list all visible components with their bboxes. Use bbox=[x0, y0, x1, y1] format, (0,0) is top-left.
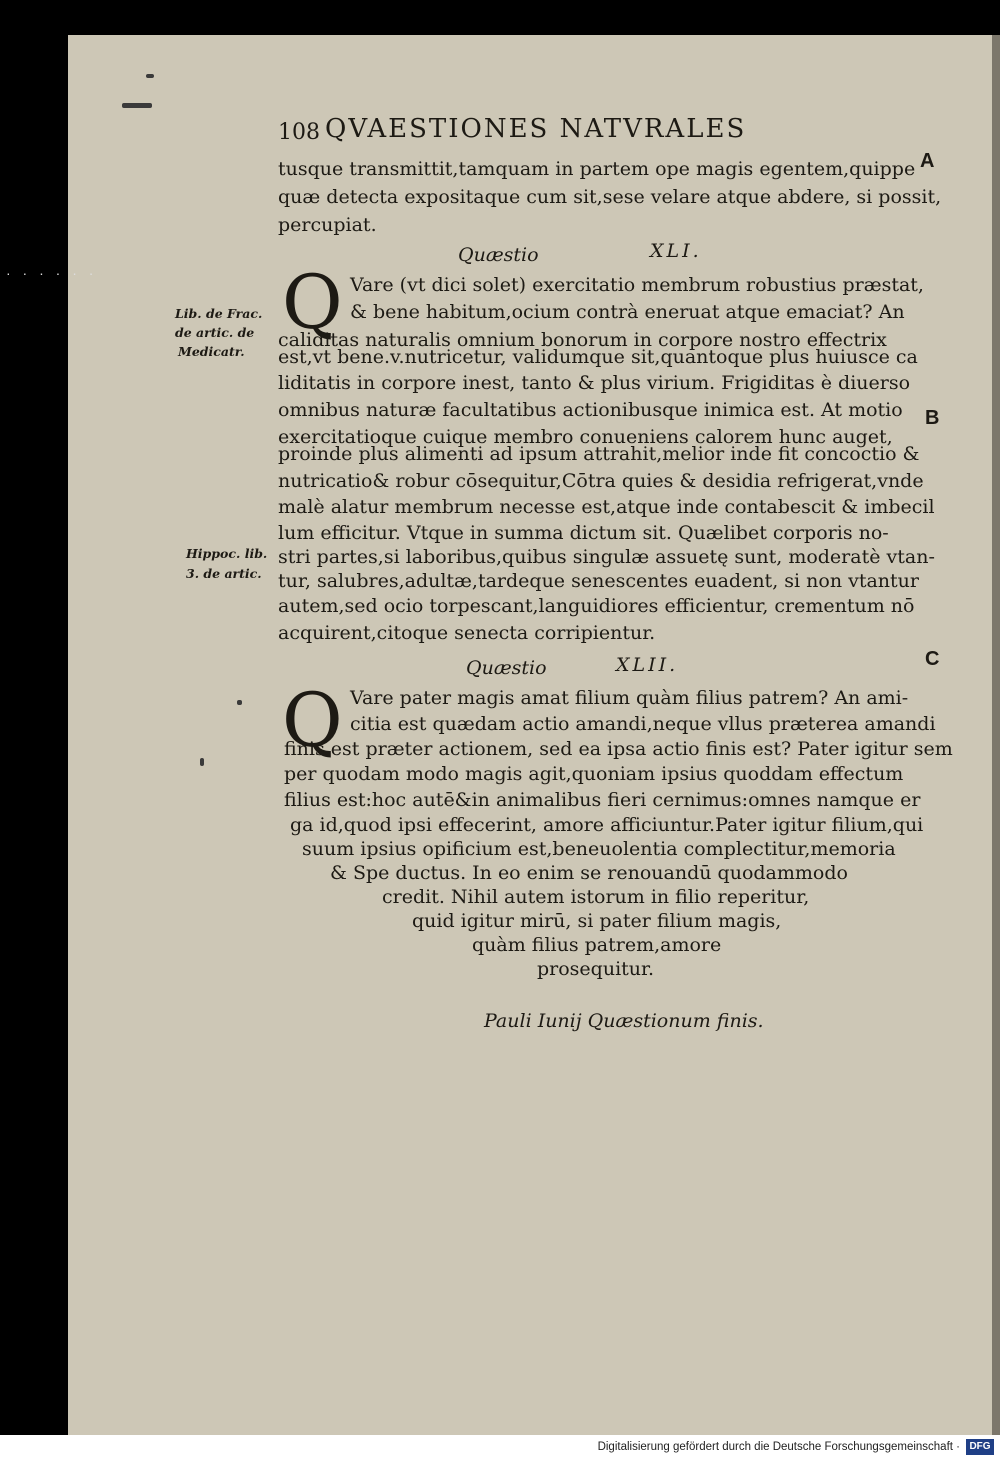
page-number: 108 bbox=[278, 120, 320, 145]
question-heading-number: XLI. bbox=[650, 240, 702, 262]
text-line: quæ detecta expositaque cum sit,sese velare atque abdere, si possit, bbox=[278, 186, 942, 208]
text-line: quid igitur mirū, si pater filium magis, bbox=[412, 910, 782, 932]
text-line: quàm filius patrem,amore bbox=[472, 934, 722, 956]
margin-note-line: de artic. de bbox=[175, 325, 255, 340]
text-line: finis est præter actionem, sed ea ipsa actio finis est? Pater igitur sem bbox=[284, 738, 953, 760]
text-line: suum ipsius opificium est,beneuolentia complectitur,memoria bbox=[302, 838, 896, 860]
section-letter-a: A bbox=[920, 150, 935, 172]
text-line: & bene habitum,ocium contrà eneruat atque emaciat? An bbox=[350, 301, 905, 323]
text-line: acquirent,citoque senecta corripientur. bbox=[278, 622, 656, 644]
text-line: stri partes,si laboribus,quibus singulæ assuetę sunt, moderatè vtan- bbox=[278, 546, 935, 568]
text-line: prosequitur. bbox=[537, 958, 655, 980]
question-heading-number: XLII. bbox=[616, 654, 679, 676]
text-line: caliditas naturalis omnium bonorum in corpore nostro effectrix bbox=[278, 329, 887, 351]
text-line: liditatis in corpore inest, tanto & plus virium. Frigiditas è diuerso bbox=[278, 372, 911, 394]
page-edge bbox=[992, 35, 1000, 1435]
section-letter-b: B bbox=[925, 407, 940, 429]
question-heading-word: Quæstio bbox=[466, 657, 547, 679]
text-line: ga id,quod ipsi effecerint, amore afficiuntur.Pater igitur filium,qui bbox=[290, 814, 924, 836]
text-line: omnibus naturæ facultatibus actionibusque inimica est. At motio bbox=[278, 399, 903, 421]
margin-note-line: Hippoc. lib. bbox=[186, 546, 268, 561]
ink-speck bbox=[237, 700, 242, 705]
text-line: exercitatioque cuique membro conueniens calorem hunc auget, bbox=[278, 426, 893, 448]
text-line: citia est quædam actio amandi,neque vllus præterea amandi bbox=[350, 713, 936, 735]
margin-note-line: Medicatr. bbox=[178, 344, 245, 359]
text-line: percupiat. bbox=[278, 214, 377, 236]
ink-speck bbox=[146, 74, 154, 78]
ink-speck bbox=[122, 103, 152, 108]
text-line: tur, salubres,adultæ,tardeque senescentes euadent, si non vtantur bbox=[278, 570, 919, 592]
text-line: Vare pater magis amat filium quàm filius patrem? An ami- bbox=[350, 687, 909, 709]
text-line: tusque transmittit,tamquam in partem ope magis egentem,quippe bbox=[278, 158, 916, 180]
explicit-line: Pauli Iunij Quæstionum finis. bbox=[484, 1010, 764, 1032]
text-line: malè alatur membrum necesse est,atque inde contabescit & imbecil bbox=[278, 496, 935, 518]
drop-cap: Q bbox=[282, 260, 343, 346]
text-line: Vare (vt dici solet) exercitatio membrum robustius præstat, bbox=[350, 274, 924, 296]
text-line: proinde plus alimenti ad ipsum attrahit,melior inde fit concoctio & bbox=[278, 443, 920, 465]
scan-edge-marks: · · · · · · bbox=[6, 265, 98, 281]
text-line: nutricatio& robur cōsequitur,Cōtra quies & desidia refrigerat,vnde bbox=[278, 470, 924, 492]
running-title: QVAESTIONES NATVRALES bbox=[325, 114, 747, 144]
text-line: filius est:hoc autē&in animalibus fieri cernimus:omnes namque er bbox=[284, 789, 921, 811]
margin-note-line: 3. de artic. bbox=[186, 566, 262, 581]
dfg-logo: DFG bbox=[966, 1439, 994, 1455]
margin-note-line: Lib. de Frac. bbox=[175, 306, 263, 321]
question-heading-word: Quæstio bbox=[458, 244, 539, 266]
drop-cap: Q bbox=[282, 678, 343, 764]
ink-speck bbox=[200, 758, 204, 766]
footer-credit: Digitalisierung gefördert durch die Deutsche Forschungsgemeinschaft · bbox=[597, 1441, 960, 1453]
text-line: lum efficitur. Vtque in summa dictum sit. Quælibet corporis no- bbox=[278, 522, 889, 544]
text-line: est,vt bene.v.nutricetur, validumque sit,quantoque plus huiusce ca bbox=[278, 346, 918, 368]
footer-bar bbox=[0, 1435, 1000, 1463]
text-line: per quodam modo magis agit,quoniam ipsius quoddam effectum bbox=[284, 763, 904, 785]
text-line: autem,sed ocio torpescant,languidiores efficientur, crementum nō bbox=[278, 595, 915, 617]
section-letter-c: C bbox=[925, 648, 940, 670]
text-line: credit. Nihil autem istorum in filio reperitur, bbox=[382, 886, 810, 908]
text-line: & Spe ductus. In eo enim se renouandū quodammodo bbox=[330, 862, 848, 884]
